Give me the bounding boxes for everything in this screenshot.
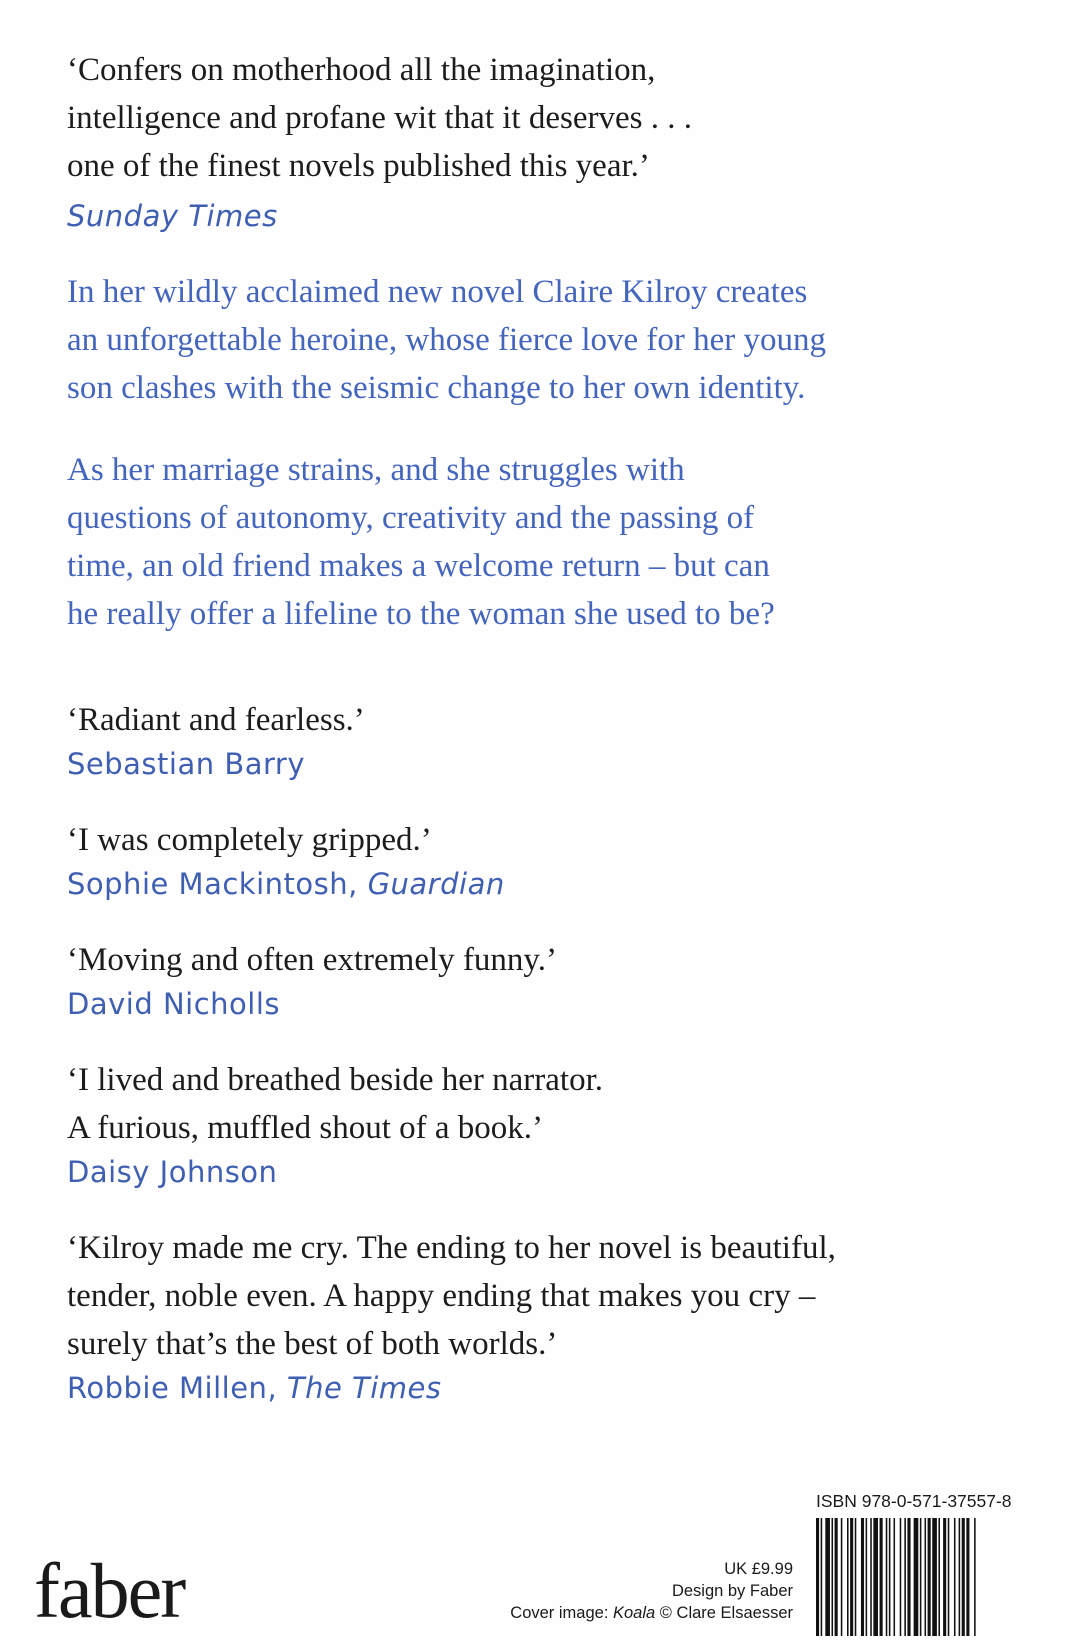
quote-robbie-millen <box>67 1224 967 1408</box>
barcode-bar <box>907 1518 910 1636</box>
barcode-bar <box>855 1518 857 1636</box>
blurb-paragraph-2 <box>67 446 967 638</box>
barcode-bar <box>870 1518 872 1636</box>
cover-image-artist: © Clare Elsaesser <box>655 1604 793 1622</box>
barcode-bar <box>880 1518 883 1636</box>
barcode-bar <box>928 1518 931 1636</box>
quote-sophie-mackintosh <box>67 816 967 904</box>
barcode-bar <box>861 1518 864 1636</box>
blurb-line: he really offer a lifeline to the woman she used to be? <box>67 596 775 632</box>
blurb-line: time, an old friend makes a welcome return – but can <box>67 548 770 584</box>
quote-source-name: Sophie Mackintosh, <box>67 867 368 901</box>
quote-line: ‘Radiant and fearless.’ <box>67 702 365 738</box>
quote-line: ‘Kilroy made me cry. The ending to her novel is beautiful, <box>67 1230 836 1266</box>
quote-source-name: Daisy Johnson <box>67 1155 278 1189</box>
blurb-line: As her marriage strains, and she struggles with <box>67 452 685 488</box>
barcode-bar <box>948 1518 950 1636</box>
quote-line: surely that’s the best of both worlds.’ <box>67 1326 558 1362</box>
price-label: UK £9.99 <box>724 1560 793 1578</box>
barcode-bar <box>925 1518 927 1636</box>
quote-line: A furious, muffled shout of a book.’ <box>67 1110 544 1146</box>
barcode-bar <box>966 1518 969 1636</box>
barcode-bar <box>914 1518 919 1636</box>
quote-text <box>67 46 967 190</box>
blurb-line: questions of autonomy, creativity and the passing of <box>67 500 755 536</box>
quote-line: tender, noble even. A happy ending that makes you cry – <box>67 1278 816 1314</box>
barcode-bar <box>873 1518 878 1636</box>
quote-line: ‘Moving and often extremely funny.’ <box>67 942 557 978</box>
barcode-bar <box>886 1518 888 1636</box>
blurb-text <box>67 446 967 638</box>
isbn-label: ISBN 978-0-571-37557-8 <box>816 1491 1012 1511</box>
quote-source <box>67 984 967 1024</box>
quote-text <box>67 696 967 744</box>
quote-text <box>67 816 967 864</box>
quote-line: one of the finest novels published this year.’ <box>67 148 650 184</box>
blurb-text <box>67 268 967 412</box>
barcode-bar <box>962 1518 965 1636</box>
barcode-bar <box>841 1518 843 1636</box>
cover-image-prefix: Cover image: <box>510 1604 613 1622</box>
design-credit: Design by Faber <box>671 1582 793 1600</box>
quote-sebastian-barry <box>67 696 967 784</box>
quote-line: intelligence and profane wit that it deserves . . . <box>67 100 692 136</box>
quote-daisy-johnson <box>67 1056 967 1192</box>
quote-source <box>67 1368 967 1408</box>
quote-text <box>67 1056 967 1152</box>
barcode-bar <box>959 1518 961 1636</box>
barcode-bar <box>850 1518 853 1636</box>
barcode-bar <box>954 1518 956 1636</box>
barcode-bar <box>900 1518 902 1636</box>
quote-source-publication: The Times <box>286 1371 442 1405</box>
quote-source <box>67 1152 967 1192</box>
barcode-bar <box>943 1518 946 1636</box>
blurb-line: an unforgettable heroine, whose fierce love for her young <box>67 322 827 358</box>
faber-logo: faber <box>34 1547 185 1634</box>
barcode-bar <box>866 1518 868 1636</box>
barcode-bar <box>920 1518 922 1636</box>
quote-source <box>67 864 967 904</box>
cover-image-credit <box>510 1602 793 1624</box>
quote-line: ‘Confers on motherhood all the imagination, <box>67 52 656 88</box>
barcode-bar <box>835 1518 838 1636</box>
quote-source <box>67 744 967 784</box>
barcode-bar <box>932 1518 937 1636</box>
quote-source: Sunday Times <box>67 199 278 233</box>
blurb-line: In her wildly acclaimed new novel Claire Kilroy creates <box>67 274 808 310</box>
barcode-bar <box>894 1518 896 1636</box>
blurb-paragraph-1 <box>67 268 967 412</box>
barcode-bar <box>904 1518 906 1636</box>
cover-credits <box>510 1558 793 1624</box>
quote-line: ‘I was completely gripped.’ <box>67 822 432 858</box>
blurb-line: son clashes with the seismic change to her own identity. <box>67 370 806 406</box>
cover-image-title: Koala <box>613 1604 656 1622</box>
quote-sunday-times <box>67 46 967 236</box>
barcode-bar <box>825 1518 830 1636</box>
barcode-bar <box>889 1518 891 1636</box>
barcode-bar <box>832 1518 834 1636</box>
barcode-icon <box>814 1518 1038 1636</box>
quote-source-publication: Guardian <box>367 867 505 901</box>
barcode-bar <box>821 1518 823 1636</box>
barcode-bar <box>938 1518 940 1636</box>
barcode-bar <box>847 1518 849 1636</box>
barcode-bar <box>974 1518 976 1636</box>
quote-text <box>67 1224 967 1368</box>
quote-source-name: David Nicholls <box>67 987 280 1021</box>
quote-source-name: Sebastian Barry <box>67 747 305 781</box>
barcode-bar <box>816 1518 819 1636</box>
quote-line: ‘I lived and breathed beside her narrator. <box>67 1062 604 1098</box>
quote-text <box>67 936 967 984</box>
quote-david-nicholls <box>67 936 967 1024</box>
quote-source-name: Robbie Millen, <box>67 1371 287 1405</box>
